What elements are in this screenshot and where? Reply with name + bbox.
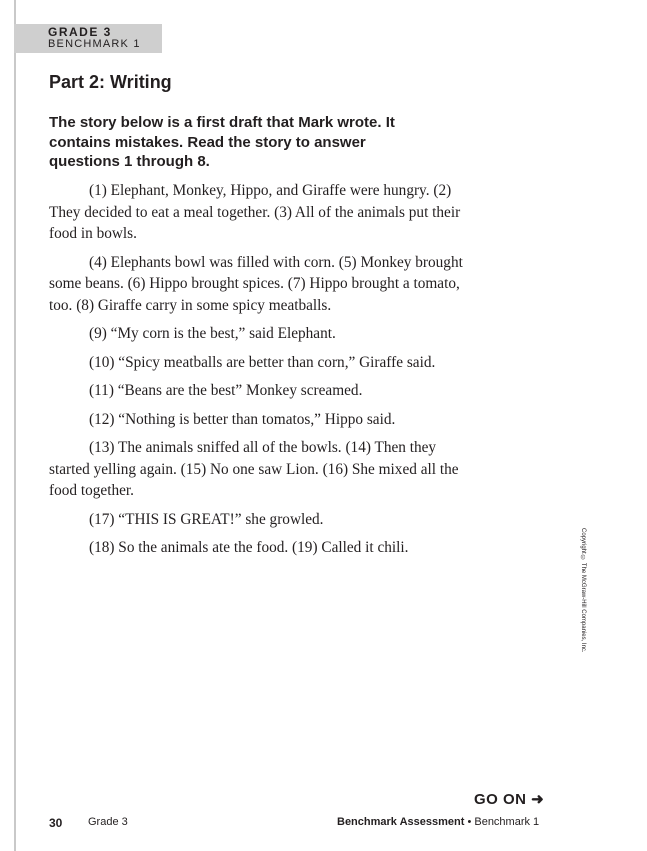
- footer-separator: •: [464, 816, 475, 828]
- footer-benchmark: Benchmark 1: [474, 816, 540, 828]
- grade-tab: [14, 24, 162, 53]
- story-paragraph-2: (4) Elephants bowl was filled with corn. (5) Monkey brought some beans. (6) Hippo brought spices. (7) Hippo brought a tomato, too. (8) Giraffe carry in some spicy meatballs.: [49, 253, 463, 314]
- page-margin-rule: [14, 0, 16, 851]
- copyright-notice: Copyright © The McGraw-Hill Companies, Inc.: [580, 528, 586, 653]
- story-paragraph-7: (13) The animals sniffed all of the bowls. (14) Then they started yelling again. (15) No one saw Lion. (16) She mixed all the food together.: [49, 439, 459, 499]
- story-paragraph-9: (18) So the animals ate the food. (19) Called it chili.: [89, 539, 409, 556]
- grade-label: GRADE 3: [48, 25, 112, 39]
- instructions: The story below is a first draft that Mark wrote. It contains mistakes. Read the story to answer questions 1 through 8.: [49, 114, 395, 170]
- part-title: Part 2: Writing: [49, 72, 172, 92]
- footer-assessment-title: Benchmark Assessment: [337, 816, 465, 828]
- story-paragraph-1: (1) Elephant, Monkey, Hippo, and Giraffe were hungry. (2) They decided to eat a meal together. (3) All of the animals put their food in bowls.: [49, 182, 461, 242]
- story-paragraph-8: (17) “THIS IS GREAT!” she growled.: [89, 510, 324, 528]
- story-paragraph-5: (11) “Beans are the best” Monkey screamed.: [89, 382, 363, 399]
- story-paragraph-3: (9) “My corn is the best,” said Elephant.: [89, 325, 336, 342]
- benchmark-label: BENCHMARK 1: [48, 38, 141, 50]
- story: [49, 180, 467, 566]
- story-paragraph-6: (12) “Nothing is better than tomatos,” Hippo said.: [89, 410, 396, 428]
- footer-assessment: [337, 816, 539, 828]
- story-paragraph-4: (10) “Spicy meatballs are better than corn,” Giraffe said.: [89, 353, 436, 371]
- page-number: 30: [49, 816, 63, 830]
- footer-grade: Grade 3: [88, 816, 128, 828]
- go-on-label: GO ON ➜: [474, 791, 545, 808]
